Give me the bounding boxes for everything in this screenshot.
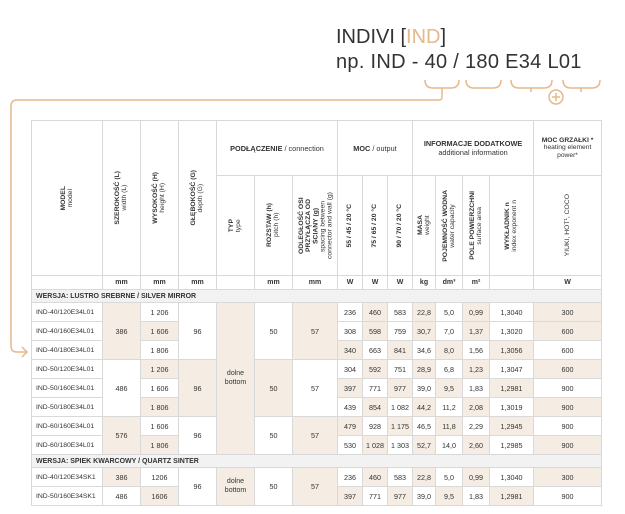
- col-depth: GŁĘBOKOŚĆ (G) depth (G): [179, 121, 217, 276]
- section-silver-mirror: WERSJA: LUSTRO SREBRNE / SILVER MIRROR: [32, 290, 602, 303]
- table-row: IND-50/180E34L01 1 806 439 854 1 082 44,2 11,2 2,08 1,3019 900: [32, 398, 602, 417]
- table-row: IND-40/120E34SK1 386 1206 96 dolne bottom 50 57 236 460 583 22,8 5,0 0,99 1,3040 300: [32, 468, 602, 487]
- col-model: MODEL model: [32, 121, 103, 276]
- table-row: IND-50/120E34L01 486 1 206 96 50 57 304 592 751 28,9 6,8 1,23 1,3047 600: [32, 360, 602, 379]
- section-quartz-sinter: WERSJA: SPIEK KWARCOWY / QUARTZ SINTER: [32, 455, 602, 468]
- table-row: IND-50/160E34L01 1 606 397 771 977 39,0 9,5 1,83 1,2981 900: [32, 379, 602, 398]
- col-axis: ODLEGŁOŚĆ OSI PRZYŁĄCZA OD ŚCIANY (g) spacing between connector and wall (g): [293, 176, 338, 276]
- spec-table: [31, 120, 602, 506]
- col-height: WYSOKOŚĆ (H) height (H): [141, 121, 179, 276]
- type-cell: dolne bottom: [217, 303, 255, 455]
- table-row: IND-60/180E34L01 1 806 530 1 028 1 303 52,7 14,0 2,60 1,2985 900: [32, 436, 602, 455]
- table-row: IND-40/120E34L01 386 1 206 96 dolne bottom 50 57 236 460 583 22,8 5,0 0,99 1,3040 300: [32, 303, 602, 322]
- col-type: TYP type: [217, 176, 255, 276]
- col-connection: PODŁĄCZENIE / connection: [217, 121, 338, 176]
- col-p1: 55 / 45 / 20 °C: [338, 176, 363, 276]
- col-power: MOC / output: [338, 121, 413, 176]
- col-mass: MASA weight: [413, 176, 436, 276]
- col-exponent: WYKŁADNIK n index exponent n: [490, 176, 534, 276]
- table-row: IND-60/160E34L01 576 1 606 96 50 57 479 928 1 175 46,5 11,8 2,29 1,2945 900: [32, 417, 602, 436]
- col-width: SZEROKOŚĆ (L) width (L): [103, 121, 141, 276]
- table-row: IND-40/180E34L01 1 806 340 663 841 34,6 8,0 1,56 1,3056 600: [32, 341, 602, 360]
- table-row: IND-40/160E34L01 1 606 308 598 759 30,7 7,0 1,37 1,3020 600: [32, 322, 602, 341]
- col-p2: 75 / 65 / 20 °C: [363, 176, 388, 276]
- col-pitch: ROZSTAW (h) pitch (h): [255, 176, 293, 276]
- example-code: np. IND - 40 / 180 E34 L01: [336, 51, 582, 73]
- col-area: POLE POWIERZCHNI surface area: [463, 176, 490, 276]
- col-heater-sub: YIUKI, HOT¹, COCO: [534, 176, 602, 276]
- product-code: IND: [406, 26, 441, 48]
- col-info: INFORMACJE DODATKOWE additional information: [413, 121, 534, 176]
- col-capacity: POJEMNOŚĆ WODNA water capacity: [436, 176, 463, 276]
- col-heater: MOC GRZAŁKI * heating element power*: [534, 121, 602, 176]
- table-row: IND-50/160E34SK1 486 1606 397 771 977 39,0 9,5 1,83 1,2981 900: [32, 487, 602, 506]
- units-row: mm mm mm mm mm W W W kg dm³ m² W: [32, 276, 602, 290]
- col-p3: 90 / 70 / 20 °C: [388, 176, 413, 276]
- product-title: INDIVI [IND]: [336, 26, 447, 48]
